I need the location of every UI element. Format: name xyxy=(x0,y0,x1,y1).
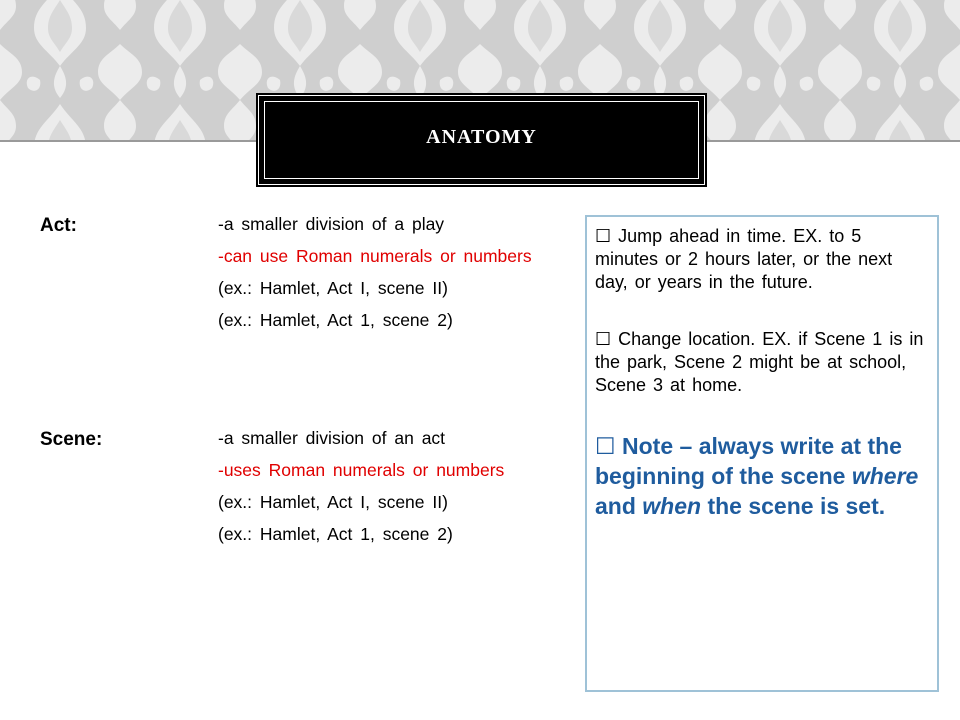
act-line-4: (ex.: Hamlet, Act 1, scene 2) xyxy=(218,310,453,330)
note-when: when xyxy=(642,493,702,519)
act-line-2: -can use Roman numerals or numbers xyxy=(218,246,532,266)
act-definitions xyxy=(218,214,568,342)
scene-definitions xyxy=(218,428,568,556)
bullet-location-change xyxy=(595,328,925,397)
title-box xyxy=(259,96,704,184)
scene-line-4: (ex.: Hamlet, Act 1, scene 2) xyxy=(218,524,453,544)
scene-line-3: (ex.: Hamlet, Act I, scene II) xyxy=(218,492,448,512)
note-where: where xyxy=(851,463,919,489)
bullet-time-jump xyxy=(595,225,925,294)
checkbox-bullet-icon: ☐ xyxy=(595,329,612,349)
scene-line-2: -uses Roman numerals or numbers xyxy=(218,460,505,480)
act-term: Act: xyxy=(40,215,77,236)
act-line-1: -a smaller division of a play xyxy=(218,214,445,234)
slide-title: ANATOMY xyxy=(426,126,537,148)
note-text-part3: the scene is set. xyxy=(701,493,886,519)
scene-line-1: -a smaller division of an act xyxy=(218,428,446,448)
checkbox-bullet-icon: ☐ xyxy=(595,226,612,246)
notes-box xyxy=(585,215,939,692)
note-text-part2: and xyxy=(595,493,643,519)
bullet-note xyxy=(595,431,925,521)
checkbox-bullet-icon: ☐ xyxy=(595,433,616,459)
bullet-location-change-text: Change location. EX. if Scene 1 is in the park, Scene 2 might be at school, Scene 3 at home. xyxy=(595,329,924,395)
act-line-3: (ex.: Hamlet, Act I, scene II) xyxy=(218,278,448,298)
scene-term: Scene: xyxy=(40,429,103,450)
note-text-part1: Note – always write at the beginning of the scene xyxy=(595,433,902,489)
bullet-time-jump-text: Jump ahead in time. EX. to 5 minutes or 2 hours later, or the next day, or years in the future. xyxy=(595,226,893,292)
